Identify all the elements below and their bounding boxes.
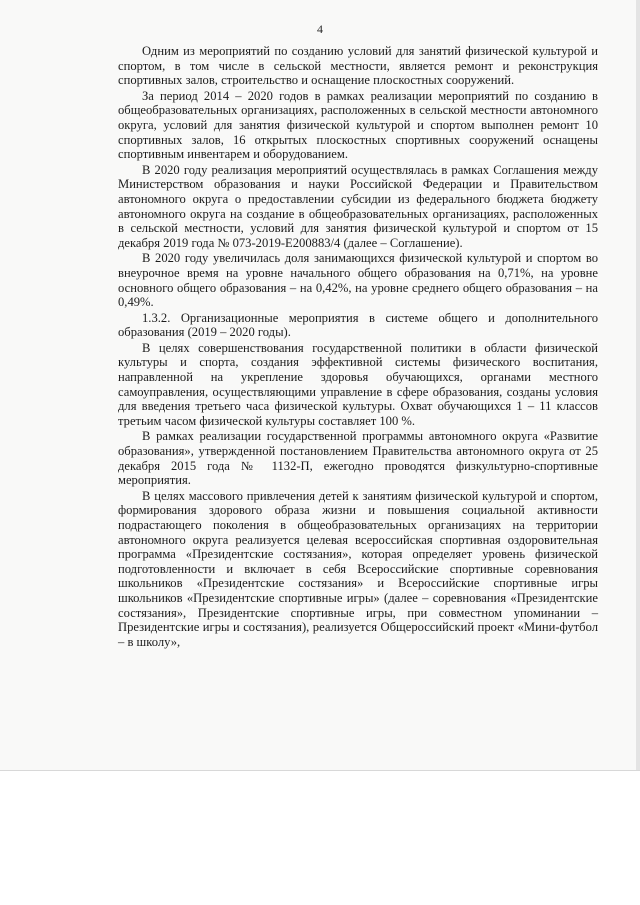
paragraph: В 2020 году увеличилась доля занимающихся физической культурой и спортом во внеурочное время на уровне начального общего образования на 0,71%, на уровне основного общего образования – на 0,42%, на уровне среднего общего образования – на 0,49%. <box>118 251 598 310</box>
paragraph: В рамках реализации государственной программы автономного округа «Развитие образования», утвержденной постановлением Правительства автономного округа от 25 декабря 2015 года № 1132-П, ежегодно проводятся физкультурно-спортивные мероприятия. <box>118 429 598 488</box>
scan-edge <box>636 0 640 770</box>
paragraph: В целях совершенствования государственной политики в области физической культуры и спорта, создания эффективной системы физического воспитания, направленной на укрепление здоровья обучающихся, органами местного самоуправления, осуществляющими управление в сфере образования, созданы условия для введения третьего часа физической культуры. Охват обучающихся 1 – 11 классов третьим часом физической культуры составляет 100 %. <box>118 340 598 428</box>
paragraph: За период 2014 – 2020 годов в рамках реализации мероприятий по созданию в общеобразовательных организациях, расположенных в сельской местности автономного округа, условий для занятия физической культурой и спортом выполнен ремонт 10 спортивных залов, 16 открытых плоскостных спортивных сооружений оснащены спортивным инвентарем и оборудованием. <box>118 88 598 162</box>
document-body <box>118 44 598 649</box>
section-heading: 1.3.2. Организационные мероприятия в системе общего и дополнительного образования (2019 – 2020 годы). <box>118 310 598 340</box>
paragraph: В 2020 году реализация мероприятий осуществлялась в рамках Соглашения между Министерством образования и науки Российской Федерации и Правительством автономного округа о предоставлении субсидии из федерального бюджета бюджету автономного округа на создание в общеобразовательных организациях, расположенных в сельской местности, условий для занятия физической культурой и спортом от 15 декабря 2019 года № 073-2019-Е200883/4 (далее – Соглашение). <box>118 162 598 250</box>
page-number: 4 <box>317 22 323 36</box>
paragraph: В целях массового привлечения детей к занятиям физической культурой и спортом, формирования здорового образа жизни и повышения социальной активности подрастающего поколения в общеобразовательных организациях на территории автономного округа реализуется целевая всероссийская спортивная оздоровительная программа «Президентские состязания», которая определяет уровень физической подготовленности и включает в себя Всероссийские спортивные соревнования школьников «Президентские состязания» и Всероссийские спортивные игры школьников «Президентские спортивные игры» (далее – соревнования «Президентские состязания», Президентские спортивные игры, при совместном упоминании – Президентские игры и состязания), реализуется Общероссийский проект «Мини-футбол – в школу», <box>118 488 598 649</box>
paragraph: Одним из мероприятий по созданию условий для занятий физической культурой и спортом, в том числе в сельской местности, является ремонт и реконструкция спортивных залов, строительство и оснащение плоскостных сооружений. <box>118 44 598 88</box>
